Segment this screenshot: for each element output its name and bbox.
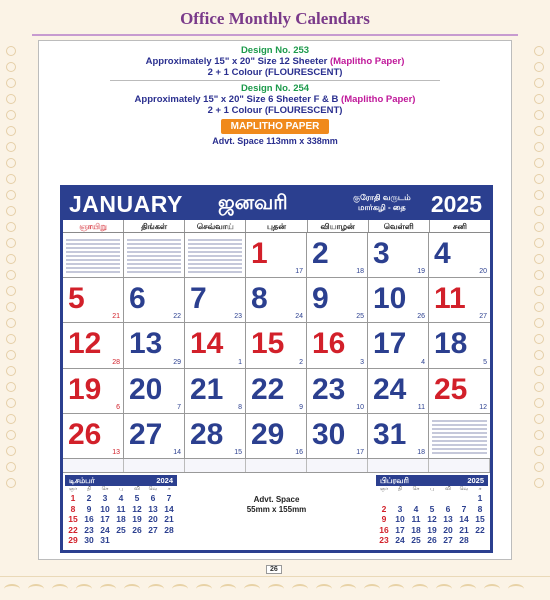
day-number: 24 [373, 372, 407, 406]
mini-day: 6 [445, 503, 451, 514]
mini-day [408, 493, 424, 504]
mini-day: 2 [86, 493, 92, 503]
page-number: 26 [266, 565, 282, 574]
mini-weekday: தி [86, 486, 92, 492]
mini-day [376, 493, 392, 504]
mini-day: 17 [100, 514, 110, 524]
weekday-label: வெள்ளி [369, 220, 430, 232]
tamil-months: மார்கழி - தை [358, 203, 406, 212]
tamil-date: 15 [234, 448, 242, 456]
day-cell [124, 369, 185, 414]
day-number: 3 [373, 237, 390, 270]
mini-day: 13 [148, 503, 158, 514]
paper-badge: MAPLITHO PAPER [221, 119, 330, 134]
spec-text: Approximately 15" x 20" Size 12 Sheeter [145, 56, 330, 67]
design-number-253: Design No. 253 [240, 45, 310, 56]
month-tamil: ஜனவரி [218, 192, 288, 214]
day-number: 19 [68, 372, 102, 406]
day-number: 18 [434, 327, 468, 361]
tamil-year-months [353, 193, 411, 213]
day-number: 8 [251, 282, 268, 316]
mini-day: 8 [70, 503, 76, 514]
mini-weekday: வெ [148, 486, 158, 492]
mini-day: 25 [116, 524, 126, 535]
day-cell [63, 233, 124, 278]
mini-day: 15 [68, 514, 78, 524]
mini-day: 29 [68, 535, 78, 545]
mini-weekday: பு [430, 486, 434, 492]
day-number: 11 [434, 282, 466, 316]
mini-day: 1 [70, 493, 76, 503]
mini-day: 24 [100, 524, 110, 535]
mini-day: 4 [118, 493, 124, 503]
mini-day: 28 [459, 535, 469, 545]
day-cell [368, 323, 429, 368]
day-number: 20 [129, 372, 163, 406]
info-divider [110, 80, 440, 81]
mini-day: 5 [429, 503, 435, 514]
day-number: 1 [251, 237, 268, 270]
tamil-date: 28 [112, 358, 120, 366]
tamil-date: 19 [417, 268, 425, 276]
mini-calendar-header [376, 475, 488, 486]
mini-day: 11 [411, 514, 421, 524]
day-cell [368, 278, 429, 323]
paper-type: (Maplitho Paper) [329, 56, 405, 67]
tamil-date: 1 [238, 358, 242, 366]
day-number: 14 [190, 327, 224, 361]
tamil-date: 27 [479, 313, 487, 321]
day-cell [124, 414, 185, 459]
mini-day: 3 [102, 493, 108, 503]
day-cell [185, 369, 246, 414]
month-english: JANUARY [69, 191, 183, 217]
mini-day [440, 493, 456, 504]
mini-day: 15 [475, 514, 485, 524]
mini-day: 18 [411, 524, 421, 535]
header-divider [32, 34, 518, 36]
mini-day: 16 [84, 514, 94, 524]
mini-day: 18 [116, 514, 126, 524]
notes-text [188, 237, 242, 275]
mini-weekday: ஞா [380, 486, 388, 492]
tamil-date: 23 [234, 313, 242, 321]
tamil-date: 14 [173, 448, 181, 456]
page-header [0, 0, 550, 38]
tamil-date: 18 [417, 448, 425, 456]
advt-size: 55mm x 155mm [246, 505, 307, 514]
weekday-label: வியாழன் [308, 220, 369, 232]
mini-day: 14 [459, 514, 469, 524]
weekday-label: புதன் [246, 220, 307, 232]
footer-ornament [0, 576, 550, 600]
notes-text [432, 418, 487, 456]
mini-day: 26 [427, 535, 437, 545]
mini-calendar-february [376, 475, 488, 548]
mini-day: 1 [477, 493, 483, 503]
mini-day: 28 [164, 524, 174, 535]
day-cell [63, 369, 124, 414]
tamil-date: 9 [299, 403, 303, 411]
mini-year: 2024 [156, 476, 173, 485]
mini-day [145, 535, 161, 546]
mini-day: 9 [381, 514, 387, 524]
right-border-ornament [532, 40, 546, 574]
mini-day: 10 [100, 503, 110, 514]
paper-type: (Maplitho Paper) [341, 94, 416, 105]
tamil-date: 3 [360, 358, 364, 366]
notes-text [127, 237, 181, 275]
mini-weekday: ச [478, 486, 482, 492]
mini-day: 3 [397, 503, 403, 514]
day-cell [246, 323, 307, 368]
day-number: 12 [68, 327, 102, 361]
day-cell [124, 233, 185, 278]
product-sheet [38, 40, 512, 560]
day-number: 17 [373, 327, 407, 361]
mini-weekday: பு [119, 486, 123, 492]
day-cell [63, 323, 124, 368]
mini-day: 8 [477, 503, 483, 514]
day-cell [246, 233, 307, 278]
day-number: 30 [312, 417, 346, 451]
mini-day [161, 535, 177, 546]
day-cell [368, 369, 429, 414]
mini-weekday: தி [397, 486, 403, 492]
day-cell [307, 414, 368, 459]
mini-day: 23 [84, 524, 94, 535]
tamil-date: 11 [417, 403, 425, 411]
weekday-label: திங்கள் [124, 220, 185, 232]
mini-day: 21 [164, 514, 174, 524]
mini-day-grid [376, 493, 488, 546]
day-cell [368, 233, 429, 278]
day-cell [246, 369, 307, 414]
tamil-date: 24 [295, 313, 303, 321]
day-cell [246, 414, 307, 459]
mini-day: 17 [395, 524, 405, 535]
tamil-date: 29 [173, 358, 181, 366]
day-cell [124, 323, 185, 368]
left-border-ornament [4, 40, 18, 574]
mini-year: 2025 [467, 476, 484, 485]
day-cell [429, 369, 490, 414]
mini-day: 12 [427, 514, 437, 524]
product-info [39, 45, 511, 147]
mini-month: டிசம்பர் [69, 476, 95, 485]
spec-line-254 [39, 94, 511, 105]
day-number: 22 [251, 372, 285, 406]
day-cell [429, 414, 490, 459]
mini-day: 19 [132, 514, 142, 524]
mini-day [456, 493, 472, 504]
tamil-date: 2 [299, 358, 303, 366]
mini-day: 16 [379, 524, 389, 535]
mini-day: 9 [86, 503, 92, 514]
mini-day [129, 535, 145, 546]
mini-day: 7 [461, 503, 467, 514]
mini-weekday: ச [167, 486, 171, 492]
mini-weekdays [376, 486, 488, 493]
tamil-date: 5 [483, 358, 487, 366]
mini-day: 26 [132, 524, 142, 535]
page-title: Office Monthly Calendars [180, 9, 370, 28]
mini-day [424, 493, 440, 504]
mini-day: 21 [459, 524, 469, 535]
calendar-header [63, 188, 490, 220]
day-cell [307, 323, 368, 368]
day-number: 4 [434, 237, 451, 270]
day-cell [185, 414, 246, 459]
day-number: 10 [373, 282, 407, 316]
tamil-date: 12 [479, 403, 487, 411]
day-number: 16 [312, 327, 346, 361]
day-number: 23 [312, 372, 346, 406]
tamil-date: 20 [479, 268, 487, 276]
calendar-sample [60, 185, 493, 553]
day-cell [368, 414, 429, 459]
day-cell [429, 233, 490, 278]
mini-day: 2 [381, 503, 387, 514]
mini-day: 25 [411, 535, 421, 545]
day-number: 6 [129, 282, 146, 316]
mini-day: 27 [148, 524, 158, 535]
mini-day: 24 [395, 535, 405, 545]
mini-day [472, 535, 488, 546]
tamil-date: 21 [112, 313, 120, 321]
day-number: 2 [312, 237, 329, 270]
mini-day [392, 493, 408, 504]
tamil-date: 17 [295, 268, 303, 276]
advt-label: Advt. Space [253, 495, 300, 504]
day-number: 26 [68, 417, 102, 451]
mini-weekday: செ [101, 486, 109, 492]
day-cell [307, 233, 368, 278]
day-cell [307, 278, 368, 323]
mini-day: 27 [443, 535, 453, 545]
design-number-254: Design No. 254 [240, 83, 310, 94]
tamil-date: 13 [112, 448, 120, 456]
mini-weekday: வி [445, 486, 451, 492]
spec-text: Approximately 15" x 20" Size 6 Sheeter F & B [134, 94, 342, 105]
day-number: 9 [312, 282, 329, 316]
day-cell [429, 323, 490, 368]
mini-month: பிப்ரவரி [380, 476, 409, 485]
mini-calendar-header [65, 475, 177, 486]
day-number: 25 [434, 372, 468, 406]
rahu-kalam-strip [63, 459, 490, 473]
day-number: 29 [251, 417, 285, 451]
tamil-date: 6 [116, 403, 120, 411]
tamil-year: குரோதி வருடம் [353, 193, 411, 202]
mini-day: 13 [443, 514, 453, 524]
mini-day: 19 [427, 524, 437, 535]
mini-day: 10 [395, 514, 405, 524]
tamil-date: 26 [417, 313, 425, 321]
day-number: 27 [129, 417, 163, 451]
mini-day: 30 [84, 535, 94, 545]
weekday-label: சனி [452, 222, 467, 231]
mini-day: 23 [379, 535, 389, 545]
day-number: 7 [190, 282, 207, 316]
spec-line-253 [39, 56, 511, 67]
tamil-date: 25 [356, 313, 364, 321]
day-cell [246, 278, 307, 323]
mini-weekdays [65, 486, 177, 493]
mini-day: 14 [164, 503, 174, 514]
day-cell [307, 369, 368, 414]
advt-space-label: Advt. Space 113mm x 338mm [212, 136, 338, 146]
mini-weekday: செ [412, 486, 420, 492]
tamil-date: 10 [356, 403, 364, 411]
day-number: 31 [373, 417, 407, 451]
day-cell [185, 233, 246, 278]
mini-day: 22 [68, 524, 78, 535]
colour-line-254: 2 + 1 Colour (FLOURESCENT) [207, 105, 343, 116]
day-cell [63, 278, 124, 323]
day-cell [185, 278, 246, 323]
day-cell [63, 414, 124, 459]
mini-weekday: ஞா [69, 486, 77, 492]
calendar-year: 2025 [430, 191, 482, 217]
mini-day: 22 [475, 524, 485, 535]
notes-text [66, 237, 120, 275]
tamil-date: 18 [356, 268, 364, 276]
mini-day [113, 535, 129, 546]
weekday-header-row [63, 220, 490, 233]
day-cell [185, 323, 246, 368]
day-number: 13 [129, 327, 163, 361]
weekday-label: செவ்வாய் [185, 220, 246, 232]
mini-day: 4 [413, 503, 419, 514]
tamil-date: 16 [295, 448, 303, 456]
mini-weekday: வெ [459, 486, 469, 492]
day-number: 5 [68, 282, 85, 316]
tamil-date: 7 [177, 403, 181, 411]
day-number: 15 [251, 327, 285, 361]
day-number: 28 [190, 417, 224, 451]
mini-day: 11 [116, 503, 126, 514]
colour-line-253: 2 + 1 Colour (FLOURESCENT) [207, 67, 343, 78]
mini-day: 20 [148, 514, 158, 524]
day-grid [63, 233, 490, 459]
mini-day: 6 [150, 493, 156, 503]
mini-day: 12 [132, 503, 142, 514]
day-cell [429, 278, 490, 323]
tamil-date: 8 [238, 403, 242, 411]
mini-day: 20 [443, 524, 453, 535]
mini-day: 31 [100, 535, 110, 545]
day-number: 21 [190, 372, 224, 406]
weekday-label: ஞாயிறு [63, 220, 124, 232]
mini-day: 7 [166, 493, 172, 503]
tamil-date: 4 [421, 358, 425, 366]
tamil-date: 17 [356, 448, 364, 456]
day-cell [124, 278, 185, 323]
mini-weekday: வி [134, 486, 140, 492]
calendar-footer [63, 473, 490, 550]
mini-day: 5 [134, 493, 140, 503]
tamil-date: 22 [173, 313, 181, 321]
